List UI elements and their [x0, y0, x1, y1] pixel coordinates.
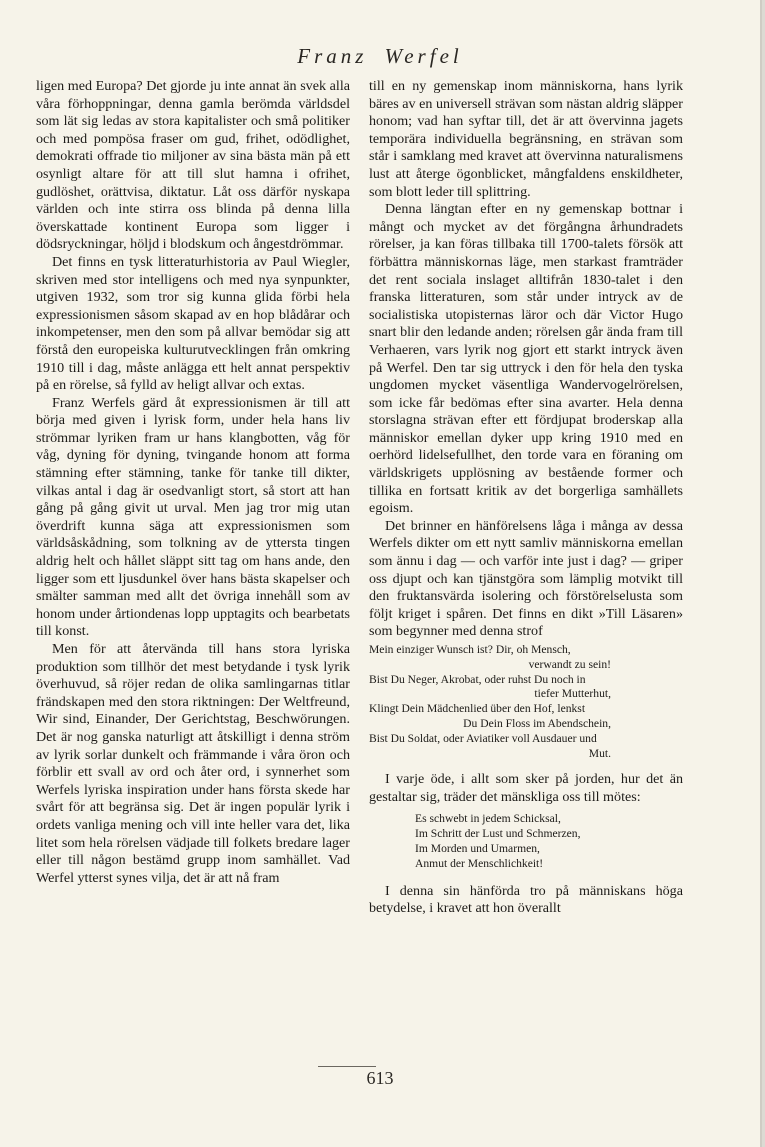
poem-quote-1	[369, 643, 683, 761]
paragraph: ligen med Europa? Det gjorde ju inte annat än svek alla våra förhoppningar, denna gamla berömda världsdel som lät sig ledas av stora kapitalister och små politiker och med pompösa fraser om gud, frihet, odödlighet, demokrati offrade tio miljoner av sina bästa män på ett osynligt altare för att till slut hamna i ofrihet, gudlöshet, orättvisa, diktatur. Låt oss därför nyskapa världen och inte stirra oss blinda på denna lilla överskattade kontinent Europa som ligger i dödsryckningar, höljd i blodskum och ångestdrömmar.	[36, 78, 350, 253]
poem-line: tiefer Mutterhut,	[534, 687, 611, 701]
poem-line: Bist Du Soldat, oder Aviatiker voll Ausdauer und	[369, 731, 597, 745]
left-column	[36, 78, 350, 887]
paragraph: Franz Werfels gärd åt expressionismen är till att börja med given i lyrisk form, under hela hans liv strömmar lyriken fram ur hans klangbotten, våg för våg, dyning för dyning, tvingande honom att forma stämning efter stämning, tanke för tanke till dikter, vilkas antal i dag är osedvanligt stort, så stort att han gång på gång givit ut urval. Men jag tror mig utan överdrift kunna säga att expressionismen som världsåskådning, som tolkning av de yttersta tingen aldrig helt och hållet släppt sitt tag om hans ande, den ligger som ett ljusdunkel över hans bästa skapelser och smälter samman med allt det övriga innehåll som av honom under årtiondenas lopp upptagits och bearbetats till konst.	[36, 394, 350, 640]
paragraph: I denna sin hänförda tro på människans höga betydelse, i kravet att hon överallt	[369, 882, 683, 917]
paragraph: till en ny gemenskap inom människorna, hans lyrik bäres av en universell strävan som nästan aldrig släpper honom; vad han syftar till, det är att övervinna jagets temporära individuella begränsning, en strävan som står i samklang med kravet att övervinna naturalismens lust att återge ögonblicket, mångfaldens enskildheter, som blott leder till splittring.	[369, 78, 683, 200]
paragraph: Denna längtan efter en ny gemenskap bottnar i mångt och mycket av det förgångna århundradets rörelser, ja kan föras tillbaka till 1700-talets försök att förbättra människornas läge, men starkast framträder det rent sociala inslaget alltifrån 1830-talet i den franska litteraturen, som står under intryck av de socialistiska utopisternas läror och där Victor Hugo snart blir den ledande anden; rörelsen går ända fram till Verhaeren, vars lyrik nog gjort ett starkt intryck även på Werfel. Den tar sig uttryck i den för hela den tyska ungdomen mycket väsentliga Wandervogelrörelsen, som icke får bedömas efter sina avarter. Hela denna storslagna strävan efter ett fördjupat broderskap alla människor emellan dyker upp kring 1910 med en oerhörd lidelsefullhet, den torde vara en föraning om världskrigets upplösning av bestående former och tillika en fortsatt kritik av det borgerliga samhällets egoism.	[369, 201, 683, 517]
poem-line: Du Dein Floss im Abendschein,	[463, 716, 611, 730]
paragraph: Det finns en tysk litteraturhistoria av Paul Wiegler, skriven med stor intelligens och med nya synpunkter, utgiven 1932, som tror sig kunna glida förbi hela expressionismen såsom skapad av en hop blådårar och inkompetenser, men den som på allvar bemödar sig att förstå den europeiska kulturutvecklingen från omkring 1910 till i dag, måste anlägga ett helt annat perspektiv på en rörelse, så fylld av heligt allvar och extas.	[36, 253, 350, 394]
poem-line: Anmut der Menschlichkeit!	[415, 856, 544, 870]
poem-line: Mein einziger Wunsch ist? Dir, oh Mensch,	[369, 643, 571, 656]
page-number: 613	[366, 1068, 394, 1088]
running-header: Franz Werfel	[297, 44, 463, 68]
poem-line: verwandt zu sein!	[528, 657, 611, 671]
poem-line: Im Morden und Umarmen,	[415, 841, 540, 855]
poem-quote-2	[415, 811, 683, 871]
right-column	[369, 78, 683, 918]
poem-line: Mut.	[588, 746, 611, 760]
paragraph: Det brinner en hänförelsens låga i många av dessa Werfels dikter om ett nytt samliv människorna emellan som ännu i dag — och varför inte just i dag? — griper oss djupt och kan tjänstgöra som lämplig motvikt till den fruktansvärda isolering och förstörelselusta som följt kriget i spåren. Det finns en dikt »Till Läsaren» som begynner med denna strof	[369, 517, 683, 640]
poem-line: Im Schritt der Lust und Schmerzen,	[415, 826, 581, 840]
poem-line: Klingt Dein Mädchenlied über den Hof, lenkst	[369, 702, 586, 716]
poem-line: Es schwebt in jedem Schicksal,	[415, 811, 561, 825]
paragraph: Men för att återvända till hans stora lyriska produktion som tillhör det mest betydande i tysk lyrik överhuvud, så röjer redan de olika samlingarnas titlar frändskapen med den stora riktningen: Der Weltfreund, Wir sind, Einander, Der Gerichtstag, Beschwörungen. Det är nog ganska naturligt att åtskilligt i denna ström av lyrik sorlar dunkelt och främmande i våra öron och förblir ett svall av ord och åter ord, i synnerhet som Werfels lyriska inspiration under hans första skede har svårt för att begränsa sig. Det är ingen populär lyrik i ordets vanliga mening och vill inte heller vara det, lika litet som hela rörelsen vädjade till folkets bredare lager eller till någon bestämd grupp inom samhället. Vad Werfel ytterst synes vilja, det är att nå fram	[36, 641, 350, 886]
poem-line: Bist Du Neger, Akrobat, oder ruhst Du noch in	[369, 672, 586, 686]
footer-rule	[318, 1066, 376, 1067]
paragraph: I varje öde, i allt som sker på jorden, hur det än gestaltar sig, träder det mänskliga oss till mötes:	[369, 771, 683, 805]
